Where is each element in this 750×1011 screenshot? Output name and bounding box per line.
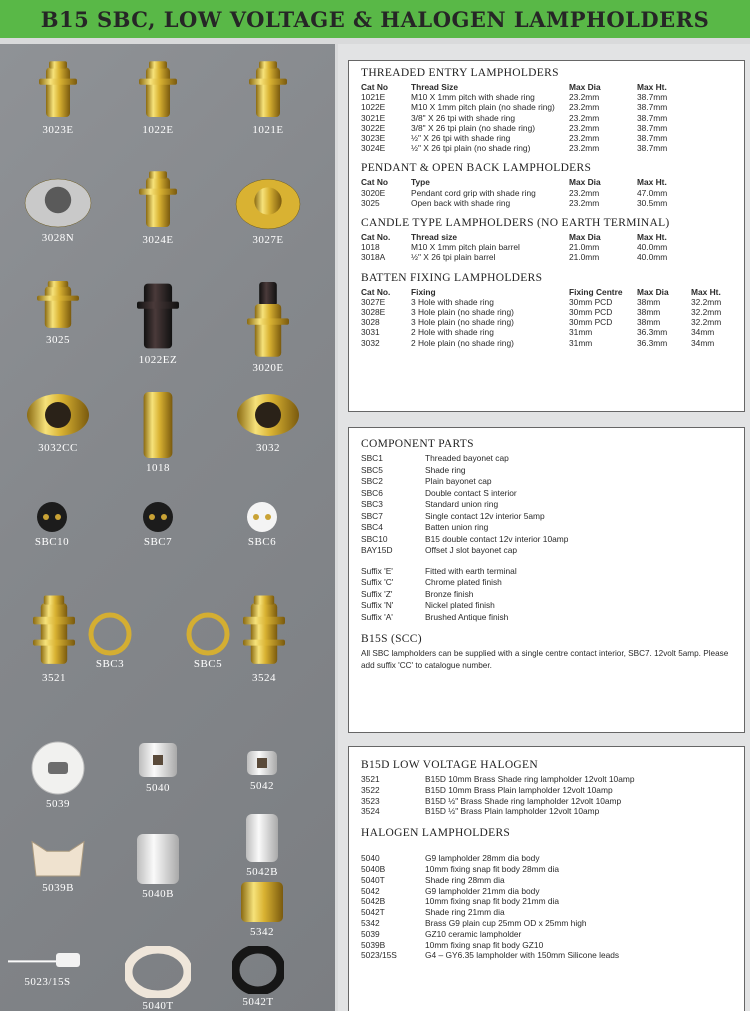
product-code-label: 3521	[42, 672, 66, 684]
table-cell: 38.7mm	[637, 102, 668, 113]
product-code-label: 1022EZ	[138, 354, 178, 366]
table-cell: 47.0mm	[637, 187, 668, 198]
product-item	[222, 812, 302, 878]
item-description: B15D ½" Brass Shade ring lampholder 12volt 10amp	[425, 795, 622, 806]
batten-section	[361, 272, 732, 348]
table-cell: 3/8" X 26 tpi with shade ring	[411, 112, 516, 123]
table-cell: 32.2mm	[691, 296, 722, 307]
list-item	[361, 896, 732, 907]
item-code: Suffix 'Z'	[361, 588, 393, 599]
table-row	[361, 102, 732, 112]
product-code-label: 3032CC	[38, 442, 78, 454]
item-code: SBC3	[361, 499, 383, 509]
product-item	[118, 170, 198, 246]
list-item	[361, 875, 732, 886]
item-code: Suffix 'N'	[361, 600, 394, 610]
table-cell: 3021E	[361, 112, 386, 123]
column-header: Max Ht.	[637, 82, 667, 92]
table-cell: 2 Hole plain (no shade ring)	[411, 337, 514, 348]
table-cell: 21.0mm	[569, 242, 600, 253]
product-code-label: SBC3	[95, 658, 125, 670]
item-code: 5023/15S	[361, 950, 397, 961]
product-code-label: SBC10	[34, 536, 70, 548]
list-item	[361, 907, 732, 918]
product-item	[118, 390, 198, 474]
table-row	[361, 242, 732, 252]
item-code: 3523	[361, 795, 380, 806]
product-item	[118, 500, 198, 548]
table-cell: 38.7mm	[637, 112, 668, 123]
table-cell: 30mm PCD	[569, 317, 613, 328]
list-item	[361, 929, 732, 940]
product-code-label: 5342	[250, 926, 274, 938]
table-cell: M10 X 1mm pitch plain barrel	[411, 242, 520, 253]
list-item	[361, 577, 732, 589]
item-description: Batten union ring	[425, 522, 489, 532]
list-item	[361, 853, 732, 864]
table-row	[361, 327, 732, 337]
table-cell: 30mm PCD	[569, 296, 613, 307]
table-cell: 3024E	[361, 143, 386, 154]
component-list	[361, 453, 732, 557]
list-item	[361, 806, 732, 817]
item-description: Standard union ring	[425, 499, 499, 509]
table-row	[361, 252, 732, 262]
table-cell: 23.2mm	[569, 133, 600, 144]
product-code-label: 5023/15S	[24, 976, 71, 988]
product-item	[228, 60, 308, 136]
table-cell: 38.7mm	[637, 133, 668, 144]
white-body-small-photo	[243, 812, 281, 864]
threaded-section	[361, 67, 732, 153]
product-item	[228, 280, 308, 374]
item-code: Suffix 'A'	[361, 611, 393, 622]
table-cell: M10 X 1mm pitch plain (no shade ring)	[411, 102, 555, 113]
brass-photo	[138, 60, 178, 122]
item-description: B15D 10mm Brass Shade ring lampholder 12volt 10amp	[425, 774, 635, 784]
product-item	[0, 946, 95, 988]
product-item	[18, 60, 98, 136]
product-code-label: 1021E	[252, 124, 284, 136]
product-code-label: 5040B	[142, 888, 174, 900]
brass-photo	[248, 60, 288, 122]
item-code: SBC4	[361, 522, 383, 532]
table-cell: 3028E	[361, 307, 386, 318]
table-row	[361, 123, 732, 133]
table-cell: 1018	[361, 242, 380, 253]
column-header: Fixing Centre	[569, 286, 623, 297]
table-row	[361, 317, 732, 327]
item-description: Shade ring 21mm dia	[425, 907, 505, 918]
leads-photo	[8, 946, 88, 974]
table-cell: 1022E	[361, 102, 386, 113]
table-cell: 23.2mm	[569, 197, 600, 208]
product-code-label: 3020E	[252, 362, 284, 374]
item-code: 5039B	[361, 939, 386, 950]
product-code-label: 3023E	[42, 124, 74, 136]
list-item	[361, 476, 732, 488]
table-cell: 31mm	[569, 337, 593, 348]
table-cell: 23.2mm	[569, 122, 600, 133]
table-cell: 40.0mm	[637, 242, 668, 253]
component-parts-box	[348, 427, 745, 733]
item-code: 5042T	[361, 907, 385, 918]
column-header: Cat No	[361, 177, 388, 188]
column-header: Thread size	[411, 232, 458, 243]
pendant-section	[361, 162, 732, 208]
product-item	[222, 748, 302, 792]
components-title: COMPONENT PARTS	[361, 438, 474, 450]
list-item	[361, 886, 732, 897]
brass-flange-photo	[234, 170, 302, 232]
item-code: SBC2	[361, 476, 383, 486]
column-header: Cat No.	[361, 232, 391, 243]
item-code: 5040B	[361, 863, 386, 874]
threaded-table	[361, 82, 732, 153]
item-code: SBC10	[361, 533, 388, 544]
product-code-label: 5040	[146, 782, 170, 794]
list-item	[361, 522, 732, 534]
item-code: Suffix 'E'	[361, 565, 393, 576]
halogen-list	[361, 853, 732, 961]
table-cell: Pendant cord grip with shade ring	[411, 187, 536, 198]
product-code-label: 5042B	[246, 866, 278, 878]
table-cell: 38mm	[637, 317, 661, 328]
list-item	[361, 499, 732, 511]
table-cell: 32.2mm	[691, 317, 722, 328]
ceramic-photo	[31, 740, 85, 796]
item-code: 5042B	[361, 896, 386, 907]
table-header-row	[361, 232, 732, 242]
pendant-table	[361, 177, 732, 208]
item-description: G9 lampholder 28mm dia body	[425, 853, 540, 864]
table-cell: 38mm	[637, 296, 661, 307]
item-description: Double contact S interior	[425, 487, 517, 498]
column-header: Cat No	[361, 82, 388, 92]
product-item	[18, 280, 98, 346]
list-item	[361, 774, 732, 785]
product-item	[18, 390, 98, 454]
item-code: SBC5	[361, 464, 383, 475]
list-item	[361, 566, 732, 578]
item-description: B15D ½" Brass Plain lampholder 12volt 10amp	[425, 806, 600, 817]
table-cell: ½" X 26 tpi with shade ring	[411, 133, 511, 144]
white-body-photo	[134, 832, 182, 886]
product-item	[228, 170, 308, 246]
candle-section	[361, 217, 732, 263]
product-item	[118, 946, 198, 1011]
table-row	[361, 92, 732, 102]
halogen-box	[348, 746, 745, 1011]
table-cell: 1021E	[361, 92, 386, 103]
table-cell: 38.7mm	[637, 92, 668, 103]
column-header: Max Dia	[569, 177, 601, 188]
product-code-label: 5042	[250, 780, 274, 792]
halogen-title: HALOGEN LAMPHOLDERS	[361, 827, 511, 840]
product-code-label: 3027E	[252, 234, 284, 246]
product-code-label: 5040T	[142, 1000, 174, 1011]
product-item	[118, 60, 198, 136]
brass-photo	[138, 170, 178, 232]
list-item	[361, 488, 732, 500]
item-description: G4 – GY6.35 lampholder with 150mm Silicone leads	[425, 950, 620, 961]
item-code: 3522	[361, 784, 380, 795]
table-cell: M10 X 1mm pitch with shade ring	[411, 92, 535, 103]
list-item	[361, 950, 732, 961]
item-description: G9 lampholder 21mm dia body	[425, 885, 540, 896]
item-code: 5040T	[361, 874, 385, 885]
pendant-title: PENDANT & OPEN BACK LAMPHOLDERS	[361, 162, 592, 175]
item-description: Shade ring 28mm dia	[425, 874, 505, 885]
ring-white-photo	[125, 946, 191, 998]
table-row	[361, 113, 732, 123]
brass-tall-photo	[32, 594, 76, 670]
table-cell: 2 Hole with shade ring	[411, 327, 494, 338]
page-title: B15 SBC, LOW VOLTAGE & HALOGEN LAMPHOLDERS	[40, 6, 710, 32]
table-cell: 3/8" X 26 tpi plain (no shade ring)	[411, 122, 536, 133]
table-row	[361, 198, 732, 208]
item-description: B15 double contact 12v interior 10amp	[425, 533, 569, 544]
item-code: Suffix 'C'	[361, 577, 394, 587]
item-description: GZ10 ceramic lampholder	[425, 928, 522, 939]
table-cell: Open back with shade ring	[411, 197, 511, 208]
table-cell: 3025	[361, 197, 380, 208]
item-description: Brass G9 plain cup 25mm OD x 25mm high	[425, 917, 587, 928]
ring-black-photo	[232, 946, 284, 994]
column-header: Thread Size	[411, 82, 459, 92]
table-cell: 3020E	[361, 187, 386, 198]
item-description: Bronze finish	[425, 588, 474, 599]
list-item	[361, 545, 732, 557]
scc-note: All SBC lampholders can be supplied with a single centre contact interior, SBC7. 12volt 5amp. Please add suffix 'CC' to catalogue number.	[361, 649, 729, 670]
table-header-row	[361, 287, 732, 297]
interior-black-photo	[33, 500, 71, 534]
item-code: 5342	[361, 917, 380, 928]
item-description: Threaded bayonet cap	[425, 453, 509, 463]
threaded-title: THREADED ENTRY LAMPHOLDERS	[361, 67, 559, 79]
candle-title: CANDLE TYPE LAMPHOLDERS (NO EARTH TERMINAL)	[361, 217, 670, 230]
candle-table	[361, 232, 732, 263]
product-item	[222, 880, 302, 938]
lowvolt-title: B15D LOW VOLTAGE HALOGEN	[361, 759, 538, 771]
product-item	[118, 280, 198, 366]
product-code-label: SBC5	[193, 658, 223, 670]
list-item	[361, 589, 732, 601]
product-code-label: 5039B	[42, 882, 74, 894]
table-row	[361, 143, 732, 153]
table-row	[361, 188, 732, 198]
table-row	[361, 307, 732, 317]
table-cell: 3018A	[361, 252, 386, 263]
product-item	[18, 832, 98, 894]
table-cell: 36.3mm	[637, 337, 668, 348]
list-item	[361, 453, 732, 465]
table-cell: 30mm PCD	[569, 307, 613, 318]
table-cell: 23.2mm	[569, 143, 600, 154]
lampholder-spec-box	[348, 60, 745, 412]
list-item	[361, 511, 732, 523]
table-cell: 23.2mm	[569, 187, 600, 198]
bronze-photo	[136, 280, 180, 352]
interior-black-photo	[139, 500, 177, 534]
item-code: 3524	[361, 806, 380, 817]
column-header: Max Ht.	[637, 232, 667, 243]
product-code-label: 3024E	[142, 234, 174, 246]
table-row	[361, 297, 732, 307]
table-cell: 34mm	[691, 337, 715, 348]
item-description: Fitted with earth terminal	[425, 565, 517, 576]
table-cell: 38.7mm	[637, 122, 668, 133]
batten-table	[361, 287, 732, 348]
product-item	[18, 740, 98, 810]
product-item	[12, 500, 92, 548]
list-item	[361, 465, 732, 477]
table-cell: 40.0mm	[637, 252, 668, 263]
product-code-label: SBC6	[247, 536, 277, 548]
product-code-label: SBC7	[143, 536, 173, 548]
suffix-list	[361, 566, 732, 624]
item-description: Nickel plated finish	[425, 600, 495, 610]
item-code: 3521	[361, 774, 380, 784]
item-code: BAY15D	[361, 545, 393, 555]
page-header	[0, 0, 750, 38]
item-description: Offset J slot bayonet cap	[425, 545, 518, 555]
table-row	[361, 338, 732, 348]
table-cell: 31mm	[569, 327, 593, 338]
product-item	[118, 740, 198, 794]
product-code-label: 1018	[146, 462, 170, 474]
column-header: Fixing	[411, 286, 436, 297]
batten-photo	[25, 390, 91, 440]
table-cell: 3032	[361, 337, 380, 348]
product-item	[222, 500, 302, 548]
nickel-flange-photo	[23, 170, 93, 230]
product-code-label: 3524	[252, 672, 276, 684]
product-code-label: 3032	[256, 442, 280, 454]
pendant-photo	[246, 280, 290, 360]
white-bracket-photo	[30, 832, 86, 880]
table-cell: 3027E	[361, 296, 386, 307]
table-cell: 23.2mm	[569, 102, 600, 113]
item-description: Chrome plated finish	[425, 577, 502, 587]
table-cell: 3023E	[361, 133, 386, 144]
list-item	[361, 796, 732, 807]
table-cell: 32.2mm	[691, 307, 722, 318]
table-row	[361, 133, 732, 143]
item-code: SBC6	[361, 487, 383, 498]
table-cell: 30.5mm	[637, 197, 668, 208]
item-description: B15D 10mm Brass Plain lampholder 12volt 10amp	[425, 784, 613, 795]
column-header: Max Ht.	[637, 177, 667, 188]
list-item	[361, 918, 732, 929]
product-code-label: 3028N	[41, 232, 75, 244]
item-code: SBC1	[361, 453, 383, 463]
column-header: Type	[411, 177, 430, 188]
table-cell: 3 Hole with shade ring	[411, 296, 494, 307]
white-holder-photo	[136, 740, 180, 780]
list-item	[361, 864, 732, 875]
table-cell: 21.0mm	[569, 252, 600, 263]
table-cell: 36.3mm	[637, 327, 668, 338]
product-item	[224, 594, 304, 684]
item-description: Plain bayonet cap	[425, 476, 492, 486]
column-header: Max Dia	[637, 286, 669, 297]
table-cell: 38.7mm	[637, 143, 668, 154]
table-cell: ½" X 26 tpi plain barrel	[411, 252, 496, 263]
table-cell: 38mm	[637, 307, 661, 318]
list-item	[361, 785, 732, 796]
white-small-photo	[244, 748, 280, 778]
product-code-label: 1022E	[142, 124, 174, 136]
item-code: 5040	[361, 853, 380, 864]
scc-title: B15S (SCC)	[361, 633, 422, 645]
table-header-row	[361, 82, 732, 92]
column-header: Cat No.	[361, 286, 391, 297]
product-item	[14, 594, 94, 684]
item-description: Single contact 12v interior 5amp	[425, 510, 545, 521]
table-cell: 23.2mm	[569, 92, 600, 103]
brass-short-photo	[36, 280, 80, 332]
lowvolt-list	[361, 774, 732, 817]
brass-cup-photo	[239, 880, 285, 924]
item-description: 10mm fixing snap fit body 21mm dia	[425, 896, 560, 907]
column-header: Max Ht.	[691, 286, 721, 297]
brass-photo	[38, 60, 78, 122]
item-code: 5042	[361, 885, 380, 896]
batten-title: BATTEN FIXING LAMPHOLDERS	[361, 271, 543, 284]
item-description: Shade ring	[425, 464, 466, 475]
item-description: 10mm fixing snap fit body 28mm dia	[425, 863, 560, 874]
brass-tall-photo	[242, 594, 286, 670]
list-item	[361, 612, 732, 624]
product-code-label: 5042T	[242, 996, 274, 1008]
product-code-label: 3025	[46, 334, 70, 346]
item-description: Brushed Antique finish	[425, 611, 509, 622]
item-description: 10mm fixing snap fit body GZ10	[425, 939, 544, 950]
item-code: 5039	[361, 928, 380, 939]
batten-photo	[235, 390, 301, 440]
table-cell: 34mm	[691, 327, 715, 338]
product-item	[18, 170, 98, 244]
table-cell: 3031	[361, 327, 380, 338]
item-code: SBC7	[361, 510, 383, 521]
table-cell: 3 Hole plain (no shade ring)	[411, 317, 514, 328]
list-item	[361, 940, 732, 951]
interior-white-photo	[243, 500, 281, 534]
product-code-label: 5039	[46, 798, 70, 810]
table-header-row	[361, 177, 732, 187]
list-item	[361, 534, 732, 546]
table-cell: 3028	[361, 317, 380, 328]
product-item	[218, 946, 298, 1008]
product-item	[228, 390, 308, 454]
product-item	[118, 832, 198, 900]
table-cell: 3022E	[361, 122, 386, 133]
column-header: Max Dia	[569, 82, 601, 92]
table-cell: 23.2mm	[569, 112, 600, 123]
list-item	[361, 600, 732, 612]
candle-photo	[140, 390, 176, 460]
column-header: Max Dia	[569, 232, 601, 243]
table-cell: ½" X 26 tpi plain (no shade ring)	[411, 143, 531, 154]
ring-photo	[88, 612, 132, 656]
table-cell: 3 Hole plain (no shade ring)	[411, 307, 514, 318]
